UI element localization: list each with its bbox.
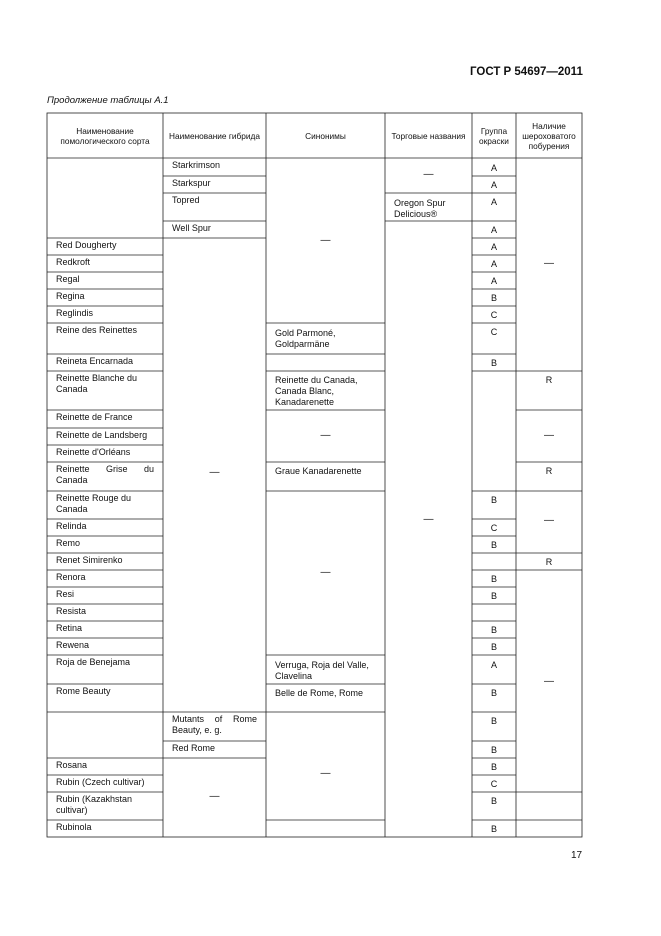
- color-group-cell: A: [490, 259, 497, 269]
- russet-cell: R: [545, 557, 553, 567]
- variety-cell: Reglindis: [56, 308, 94, 318]
- color-group-cell: B: [490, 293, 497, 303]
- color-group-cell: C: [490, 523, 498, 533]
- variety-cell: Resi: [56, 589, 75, 599]
- dash-cell: —: [209, 791, 220, 802]
- synonym-cell: Graue Kanadarenette: [275, 466, 362, 476]
- synonym-cell: Gold Parmoné, Goldparmäne: [275, 328, 336, 349]
- variety-cell: Rosana: [56, 760, 88, 770]
- variety-cell: Rubinola: [56, 822, 92, 832]
- color-group-cell: B: [490, 540, 497, 550]
- variety-cell: Renet Simirenko: [56, 555, 123, 565]
- variety-cell: Remo: [56, 538, 81, 548]
- color-group-cell: B: [490, 762, 497, 772]
- page-number: 17: [571, 850, 583, 861]
- dash-cell: —: [544, 676, 554, 687]
- variety-cell: Reinette d'Orléans: [56, 447, 131, 457]
- variety-cell: Rubin (Czech cultivar): [56, 777, 145, 787]
- russet-cell: R: [545, 375, 553, 385]
- dash-cell: —: [423, 514, 434, 525]
- document-header: ГОСТ Р 54697—2011: [470, 66, 583, 78]
- color-group-cell: A: [490, 276, 497, 286]
- hybrid-cell: Topred: [172, 195, 200, 205]
- color-group-cell: A: [490, 180, 497, 190]
- variety-cell: Reinette de France: [56, 412, 133, 422]
- color-group-cell: A: [490, 242, 497, 252]
- hybrid-cell: Starkrimson: [172, 160, 221, 170]
- dash-cell: —: [320, 768, 331, 779]
- color-group-cell: B: [490, 688, 497, 698]
- variety-cell: Reineta Encarnada: [56, 356, 134, 366]
- trade-name-cell: Oregon Spur Delicious®: [394, 198, 446, 219]
- variety-cell: Rubin (Kazakhstan cultivar): [56, 794, 133, 815]
- dash-cell: —: [544, 430, 554, 441]
- synonym-cell: Verruga, Roja del Valle, Clavelina: [275, 660, 369, 681]
- color-group-cell: A: [490, 163, 497, 173]
- hybrid-cell: Starkspur: [172, 178, 211, 188]
- hybrid-cell: Well Spur: [172, 223, 211, 233]
- dash-cell: —: [320, 430, 331, 441]
- dash-cell: —: [544, 258, 554, 269]
- color-group-cell: C: [490, 327, 498, 337]
- variety-cell: Resista: [56, 606, 87, 616]
- dash-cell: —: [320, 567, 331, 578]
- color-group-cell: B: [490, 796, 497, 806]
- color-group-cell: C: [490, 310, 498, 320]
- color-group-cell: B: [490, 642, 497, 652]
- color-group-cell: B: [490, 495, 497, 505]
- dash-cell: —: [209, 467, 220, 478]
- dash-cell: —: [423, 169, 434, 180]
- hybrid-cell: Red Rome: [172, 743, 216, 753]
- table-caption: Продолжение таблицы А.1: [47, 95, 169, 106]
- variety-cell: Redkroft: [56, 257, 91, 267]
- color-group-cell: B: [490, 824, 497, 834]
- variety-cell: Reinette de Landsberg: [56, 430, 148, 440]
- dash-cell: —: [320, 235, 331, 246]
- hybrid-cell: Mutants of Rome Beauty, e. g.: [172, 714, 257, 735]
- variety-cell: Rome Beauty: [56, 686, 111, 696]
- dash-cell: —: [544, 515, 554, 526]
- variety-cell: Roja de Benejama: [56, 657, 131, 667]
- column-header: Наименование помологического сорта: [60, 125, 150, 146]
- synonym-cell: Reinette du Canada, Canada Blanc, Kanadarenette: [275, 375, 358, 407]
- color-group-cell: B: [490, 745, 497, 755]
- variety-cell: Regina: [56, 291, 85, 301]
- variety-cell: Rewena: [56, 640, 90, 650]
- russet-cell: R: [545, 466, 553, 476]
- color-group-cell: A: [490, 225, 497, 235]
- column-header: Синонимы: [305, 130, 346, 141]
- synonym-cell: Belle de Rome, Rome: [275, 688, 364, 698]
- color-group-cell: B: [490, 358, 497, 368]
- color-group-cell: C: [490, 779, 498, 789]
- color-group-cell: B: [490, 716, 497, 726]
- variety-cell: Reinette Blanche du Canada: [56, 373, 138, 394]
- column-header: Группа окраски: [479, 125, 509, 146]
- variety-cell: Reinette Rouge du Canada: [56, 493, 132, 514]
- color-group-cell: B: [490, 591, 497, 601]
- variety-cell: Regal: [56, 274, 80, 284]
- variety-cell: Reine des Reinettes: [56, 325, 138, 335]
- variety-cell: Red Dougherty: [56, 240, 117, 250]
- color-group-cell: A: [490, 660, 497, 670]
- variety-cell: Renora: [56, 572, 86, 582]
- variety-cell: Relinda: [56, 521, 87, 531]
- column-header: Наименование гибрида: [169, 130, 260, 141]
- color-group-cell: B: [490, 574, 497, 584]
- variety-cell: Retina: [56, 623, 83, 633]
- color-group-cell: B: [490, 625, 497, 635]
- column-header: Наличие шероховатого побурения: [522, 120, 576, 151]
- color-group-cell: A: [490, 197, 497, 207]
- column-header: Торговые названия: [391, 130, 466, 141]
- variety-cell: Reinette Grise du Canada: [56, 464, 154, 485]
